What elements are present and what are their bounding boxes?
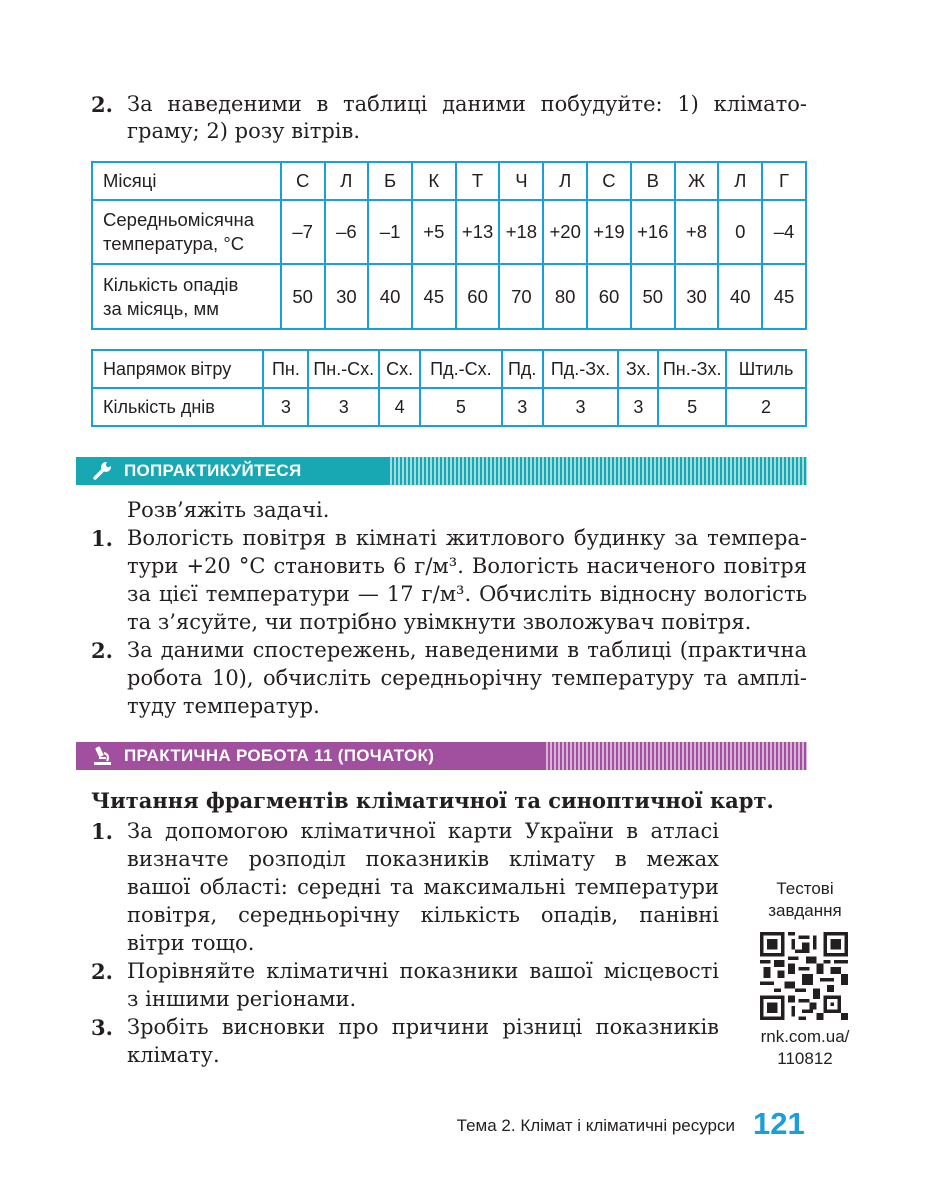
wind-table — [91, 349, 807, 427]
practical-item-1-line-2: визначте розподіл показників клімату в межах — [127, 847, 719, 871]
tests-caption-line-2: завдання — [768, 901, 842, 920]
temperature-cell: +5 — [412, 200, 456, 264]
month-cell: Л — [325, 162, 369, 200]
precipitation-cell: 45 — [412, 264, 456, 329]
task-2-line-2: граму; 2) розу вітрів. — [127, 119, 361, 143]
days-cell: 5 — [658, 388, 726, 426]
days-cell: 2 — [726, 388, 806, 426]
footer-topic: Тема 2. Клімат і кліматичні ресурси — [456, 1116, 735, 1135]
direction-cell: Зх. — [618, 350, 658, 388]
precipitation-cell: 60 — [456, 264, 500, 329]
direction-cell: Пд.-Зх. — [543, 350, 619, 388]
precipitation-cell: 70 — [499, 264, 543, 329]
microscope-icon — [92, 746, 114, 766]
wrench-icon — [92, 461, 114, 481]
practice-item-2-line-2: робота 10), обчисліть середньорічну температуру та амплі- — [127, 666, 807, 690]
temperature-cell: +20 — [543, 200, 587, 264]
temperature-label-line-2: температура, °С — [103, 233, 245, 254]
temperature-cell: –1 — [368, 200, 412, 264]
temperature-cell: –7 — [281, 200, 325, 264]
practical-work-banner-stripes — [544, 742, 807, 770]
month-cell: Ч — [499, 162, 543, 200]
practical-work-heading: Читання фрагментів кліматичної та синоптичної карт. — [91, 788, 774, 813]
temperature-label — [92, 200, 281, 264]
practical-item-2-number: 2. — [91, 959, 113, 984]
month-cell: Б — [368, 162, 412, 200]
climate-table — [91, 161, 807, 330]
month-cell: С — [281, 162, 325, 200]
direction-cell: Пн.-Зх. — [658, 350, 726, 388]
precipitation-cell: 45 — [762, 264, 806, 329]
practice-item-1-line-1: Вологість повітря в кімнаті житлового будинку за темпера- — [127, 526, 807, 550]
days-cell: 4 — [379, 388, 420, 426]
temperature-cell: –4 — [762, 200, 806, 264]
direction-cell: Штиль — [726, 350, 806, 388]
temperature-cell: +19 — [587, 200, 631, 264]
tests-link-line-2[interactable]: 110812 — [777, 1049, 833, 1068]
table-row-precipitation — [92, 264, 806, 329]
practical-work-title: ПРАКТИЧНА РОБОТА 11 (ПОЧАТОК) — [124, 746, 435, 765]
precipitation-cell: 80 — [543, 264, 587, 329]
days-cell: 3 — [308, 388, 379, 426]
practice-item-1-line-3: за цієї температури — 17 г/м³. Обчисліть відносну вологість — [127, 582, 807, 606]
direction-label: Напрямок вітру — [92, 350, 263, 388]
tests-caption-line-1: Тестові — [776, 879, 834, 898]
practical-item-3-line-2: клімату. — [127, 1043, 220, 1067]
precipitation-cell: 30 — [675, 264, 719, 329]
month-cell: С — [587, 162, 631, 200]
months-label: Місяці — [92, 162, 281, 200]
practical-item-1-line-5: вітри тощо. — [127, 931, 255, 955]
practice-item-2-number: 2. — [91, 638, 113, 663]
precipitation-label-line-1: Кількість опадів — [103, 273, 239, 295]
month-cell: Л — [718, 162, 762, 200]
days-cell: 3 — [502, 388, 543, 426]
precipitation-cell: 50 — [631, 264, 675, 329]
page-number: 121 — [753, 1106, 805, 1141]
task-2-number: 2. — [91, 92, 113, 117]
precipitation-label — [92, 264, 281, 329]
table-row-direction — [92, 350, 806, 388]
temperature-cell: +18 — [499, 200, 543, 264]
practical-item-3-line-1: Зробіть висновки про причини різниці показників — [127, 1015, 719, 1039]
direction-cell: Сх. — [379, 350, 420, 388]
precipitation-cell: 40 — [368, 264, 412, 329]
month-cell: Г — [762, 162, 806, 200]
precipitation-label-line-2: за місяць, мм — [103, 297, 219, 319]
days-label: Кількість днів — [92, 388, 263, 426]
practical-item-2-line-1: Порівняйте кліматичні показники вашої місцевості — [127, 959, 719, 983]
direction-cell: Пд.-Сх. — [420, 350, 502, 388]
temperature-cell: +13 — [456, 200, 500, 264]
temperature-label-line-1: Середньомісячна — [103, 209, 254, 230]
days-cell: 3 — [543, 388, 619, 426]
month-cell: В — [631, 162, 675, 200]
precipitation-cell: 40 — [718, 264, 762, 329]
table-row-temperature — [92, 200, 806, 264]
practical-work-banner — [76, 742, 807, 770]
practice-title: ПОПРАКТИКУЙТЕСЯ — [124, 461, 302, 480]
month-cell: К — [412, 162, 456, 200]
month-cell: Ж — [675, 162, 719, 200]
month-cell: Т — [456, 162, 500, 200]
practical-item-1-line-4: повітря, середньорічну кількість опадів, панівні — [127, 903, 719, 927]
practice-item-2-line-3: туду температур. — [127, 694, 320, 718]
table-row-days — [92, 388, 806, 426]
direction-cell: Пд. — [502, 350, 543, 388]
qr-code[interactable] — [760, 932, 848, 1020]
precipitation-cell: 30 — [325, 264, 369, 329]
practical-item-3-number: 3. — [91, 1015, 113, 1040]
table-row-months — [92, 162, 806, 200]
days-cell: 3 — [618, 388, 658, 426]
temperature-cell: +8 — [675, 200, 719, 264]
practice-banner-stripes — [388, 457, 807, 485]
practical-item-2-line-2: з іншими регіонами. — [127, 987, 357, 1011]
practice-item-2-line-1: За даними спостережень, наведеними в таблиці (практична — [127, 638, 807, 662]
tests-link-line-1[interactable]: rnk.com.ua/ — [760, 1027, 850, 1046]
tests-link[interactable] — [740, 1026, 870, 1070]
precipitation-cell: 50 — [281, 264, 325, 329]
practice-intro: Розв’яжіть задачі. — [127, 498, 330, 522]
practice-item-1-line-4: та з’ясуйте, чи потрібно увімкнути зволожувач повітря. — [127, 610, 752, 634]
practical-item-1-number: 1. — [91, 819, 113, 844]
practice-banner — [76, 457, 807, 485]
month-cell: Л — [543, 162, 587, 200]
days-cell: 3 — [263, 388, 308, 426]
practical-item-1-line-1: За допомогою кліматичної карти України в атласі — [127, 819, 719, 843]
tests-caption — [740, 878, 870, 922]
direction-cell: Пн. — [263, 350, 308, 388]
task-2-line-1: За наведеними в таблиці даними побудуйте: 1) клімато- — [127, 92, 807, 116]
precipitation-cell: 60 — [587, 264, 631, 329]
direction-cell: Пн.-Сх. — [308, 350, 379, 388]
temperature-cell: –6 — [325, 200, 369, 264]
temperature-cell: +16 — [631, 200, 675, 264]
practice-item-1-number: 1. — [91, 526, 113, 551]
practice-item-1-line-2: тури +20 °С становить 6 г/м³. Вологість насиченого повітря — [127, 554, 807, 578]
practical-item-1-line-3: вашої області: середні та максимальні температури — [127, 875, 719, 899]
temperature-cell: 0 — [718, 200, 762, 264]
days-cell: 5 — [420, 388, 502, 426]
